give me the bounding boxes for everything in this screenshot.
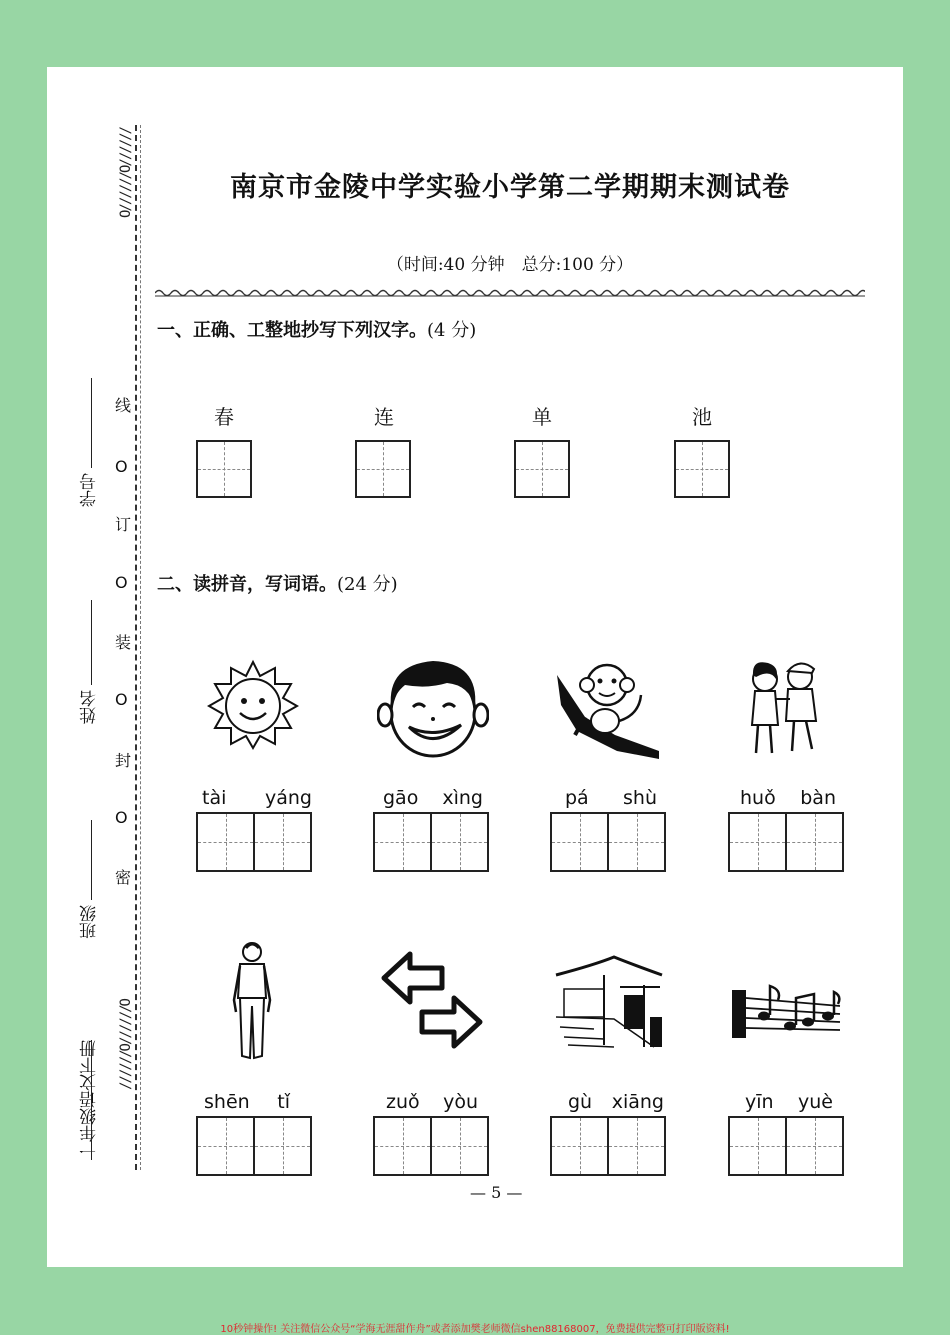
wavy-divider xyxy=(155,288,865,298)
word-grid[interactable] xyxy=(728,812,844,872)
pinyin-label: shēn tǐ xyxy=(204,1091,290,1113)
page-title: 南京市金陵中学实验小学第二学期期末测试卷 xyxy=(230,172,790,203)
grade-underline xyxy=(91,1040,92,1160)
hometown-icon xyxy=(554,955,664,1051)
char-label: 单 xyxy=(532,405,552,429)
char-label: 池 xyxy=(692,405,712,429)
seal-circle: O xyxy=(115,457,128,476)
grade-label: 一年级语文下册 xyxy=(80,1040,100,1159)
seal-char-zhuang: 装 xyxy=(115,633,132,652)
char-label: 春 xyxy=(214,405,234,429)
word-grid[interactable] xyxy=(373,812,489,872)
section2-points: (24 分) xyxy=(337,574,398,595)
sun-icon xyxy=(205,658,301,750)
pinyin-label: zuǒ yòu xyxy=(386,1091,478,1113)
arrows-icon xyxy=(380,948,484,1052)
binding-line-inner xyxy=(140,125,141,1170)
pinyin-label: pá shù xyxy=(565,787,657,809)
pinyin-label: yīn yuè xyxy=(745,1091,833,1113)
pinyin-label: gāo xìng xyxy=(383,787,483,809)
monkey-icon xyxy=(555,655,661,761)
footer-banner: 10秒钟操作! 关注微信公众号“学海无涯甜作舟”或者添加樊老师微信shen88168007，免费提供完整可打印版资料! xyxy=(220,1324,730,1335)
word-grid[interactable] xyxy=(550,1116,666,1176)
name-label: 姓名 xyxy=(80,690,100,724)
page-number: — 5 — xyxy=(470,1183,523,1202)
writing-grid[interactable] xyxy=(674,440,730,498)
writing-grid[interactable] xyxy=(514,440,570,498)
friends-icon xyxy=(740,655,830,763)
section2-heading-text: 二、读拼音，写词语。 xyxy=(157,574,337,595)
name-underline xyxy=(91,600,92,685)
seal-char-line: 线 xyxy=(115,396,132,415)
pinyin-label: tài yáng xyxy=(202,787,312,809)
seal-char-mi: 密 xyxy=(115,868,132,887)
pinyin-label: gù xiāng xyxy=(568,1091,664,1113)
writing-grid[interactable] xyxy=(355,440,411,498)
class-underline xyxy=(91,820,92,900)
seal-circle: O xyxy=(115,808,128,827)
word-grid[interactable] xyxy=(373,1116,489,1176)
pinyin-label: huǒ bàn xyxy=(740,787,836,809)
slash-border-top: O//////O////// xyxy=(118,128,134,219)
student-id-label: 学号 xyxy=(80,473,100,507)
section1-heading xyxy=(157,316,476,342)
seal-char-feng: 封 xyxy=(115,751,132,770)
binding-line xyxy=(135,125,137,1170)
seal-circle: O xyxy=(115,690,128,709)
class-label: 班级 xyxy=(80,905,100,939)
section1-points: (4 分) xyxy=(427,320,477,341)
section2-heading xyxy=(157,570,398,596)
word-grid[interactable] xyxy=(550,812,666,872)
exam-info: （时间:40 分钟 总分:100 分） xyxy=(386,255,634,275)
music-icon xyxy=(730,980,842,1042)
student-id-underline xyxy=(91,378,92,468)
section1-heading-text: 一、正确、工整地抄写下列汉字。 xyxy=(157,320,427,341)
slash-border-bottom: //////O//////O xyxy=(118,1000,134,1091)
body-icon xyxy=(228,940,276,1064)
seal-char-ding: 订 xyxy=(115,515,132,534)
char-label: 连 xyxy=(374,405,394,429)
happy-face-icon xyxy=(377,655,489,759)
word-grid[interactable] xyxy=(196,812,312,872)
word-grid[interactable] xyxy=(728,1116,844,1176)
word-grid[interactable] xyxy=(196,1116,312,1176)
seal-circle: O xyxy=(115,573,128,592)
writing-grid[interactable] xyxy=(196,440,252,498)
